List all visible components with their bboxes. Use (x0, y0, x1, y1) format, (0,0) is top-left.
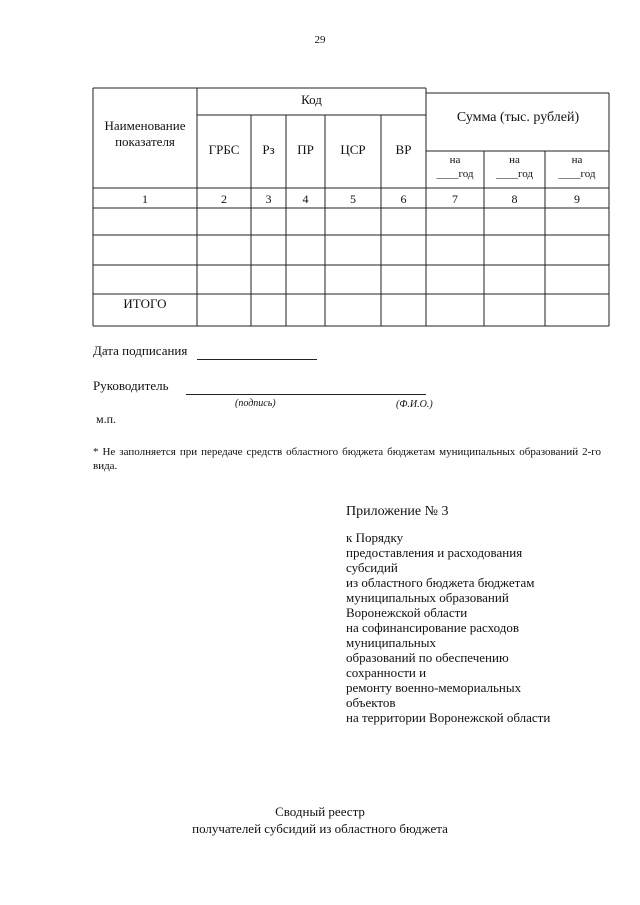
date-signed-label: Дата подписания (93, 343, 188, 358)
register-title: Сводный реестр (275, 804, 365, 819)
header-code-grbs: ГРБС (208, 142, 240, 157)
appendix-line: объектов (346, 695, 396, 710)
appendix-line: субсидий (346, 560, 398, 575)
appendix-line: ремонту военно-мемориальных (346, 680, 522, 695)
footnote: * Не заполняется при передаче средств областного бюджета бюджетам муниципальных образований 2-го вида. (93, 446, 601, 472)
column-number: 7 (452, 192, 458, 206)
head-signature-row (93, 378, 426, 395)
appendix-line: сохранности и (346, 665, 427, 680)
date-signed-field[interactable] (197, 343, 317, 360)
page-number: 29 (314, 34, 326, 46)
header-code-group: Код (301, 92, 322, 107)
appendix-line: Воронежской области (346, 605, 468, 620)
header-code-vr: ВР (395, 142, 412, 157)
header-indicator-name: Наименование показателя (104, 118, 186, 149)
header-year-1-bottom: ____год (436, 168, 474, 180)
appendix-line: муниципальных образований (346, 590, 509, 605)
appendix-line: на территории Воронежской области (346, 710, 551, 725)
head-signature-field[interactable] (186, 378, 426, 395)
date-signed-row (93, 343, 317, 360)
header-code-rz: Рз (262, 142, 275, 157)
header-year-2-bottom: ____год (495, 168, 534, 180)
appendix-line: муниципальных (346, 635, 437, 650)
header-year-1-top: на (449, 154, 461, 166)
column-number: 2 (221, 192, 227, 206)
header-code-pr: ПР (297, 142, 314, 157)
header-code-csr: ЦСР (340, 142, 366, 157)
appendix-title: Приложение № 3 (346, 504, 449, 519)
column-number: 1 (142, 192, 148, 206)
column-number: 6 (400, 192, 407, 206)
header-year-2 (484, 153, 545, 181)
total-row-label: ИТОГО (123, 296, 167, 311)
header-sum-group: Сумма (тыс. рублей) (456, 110, 580, 125)
register-subtitle: получателей субсидий из областного бюджета (192, 821, 448, 836)
appendix-line: образований по обеспечению (346, 650, 509, 665)
header-year-1 (426, 153, 484, 181)
column-number: 8 (511, 192, 518, 206)
column-number: 9 (574, 192, 580, 206)
fio-hint: (Ф.И.О.) (396, 399, 433, 410)
header-year-2-top: на (509, 154, 520, 166)
column-number: 4 (302, 192, 309, 206)
appendix-line: предоставления и расходования (346, 545, 523, 560)
appendix-line: на софинансирование расходов (346, 620, 519, 635)
header-year-3-top: на (571, 154, 583, 166)
appendix-line: к Порядку (346, 530, 404, 545)
stamp-label: м.п. (96, 412, 117, 426)
header-year-3-bottom: ____год (558, 168, 596, 180)
signature-hint: (подпись) (235, 398, 276, 409)
appendix-line: из областного бюджета бюджетам (346, 575, 535, 590)
header-year-3 (545, 153, 609, 181)
appendix-text (346, 530, 596, 725)
head-label: Руководитель (93, 378, 169, 393)
column-number: 3 (265, 192, 272, 206)
column-number: 5 (350, 192, 356, 206)
